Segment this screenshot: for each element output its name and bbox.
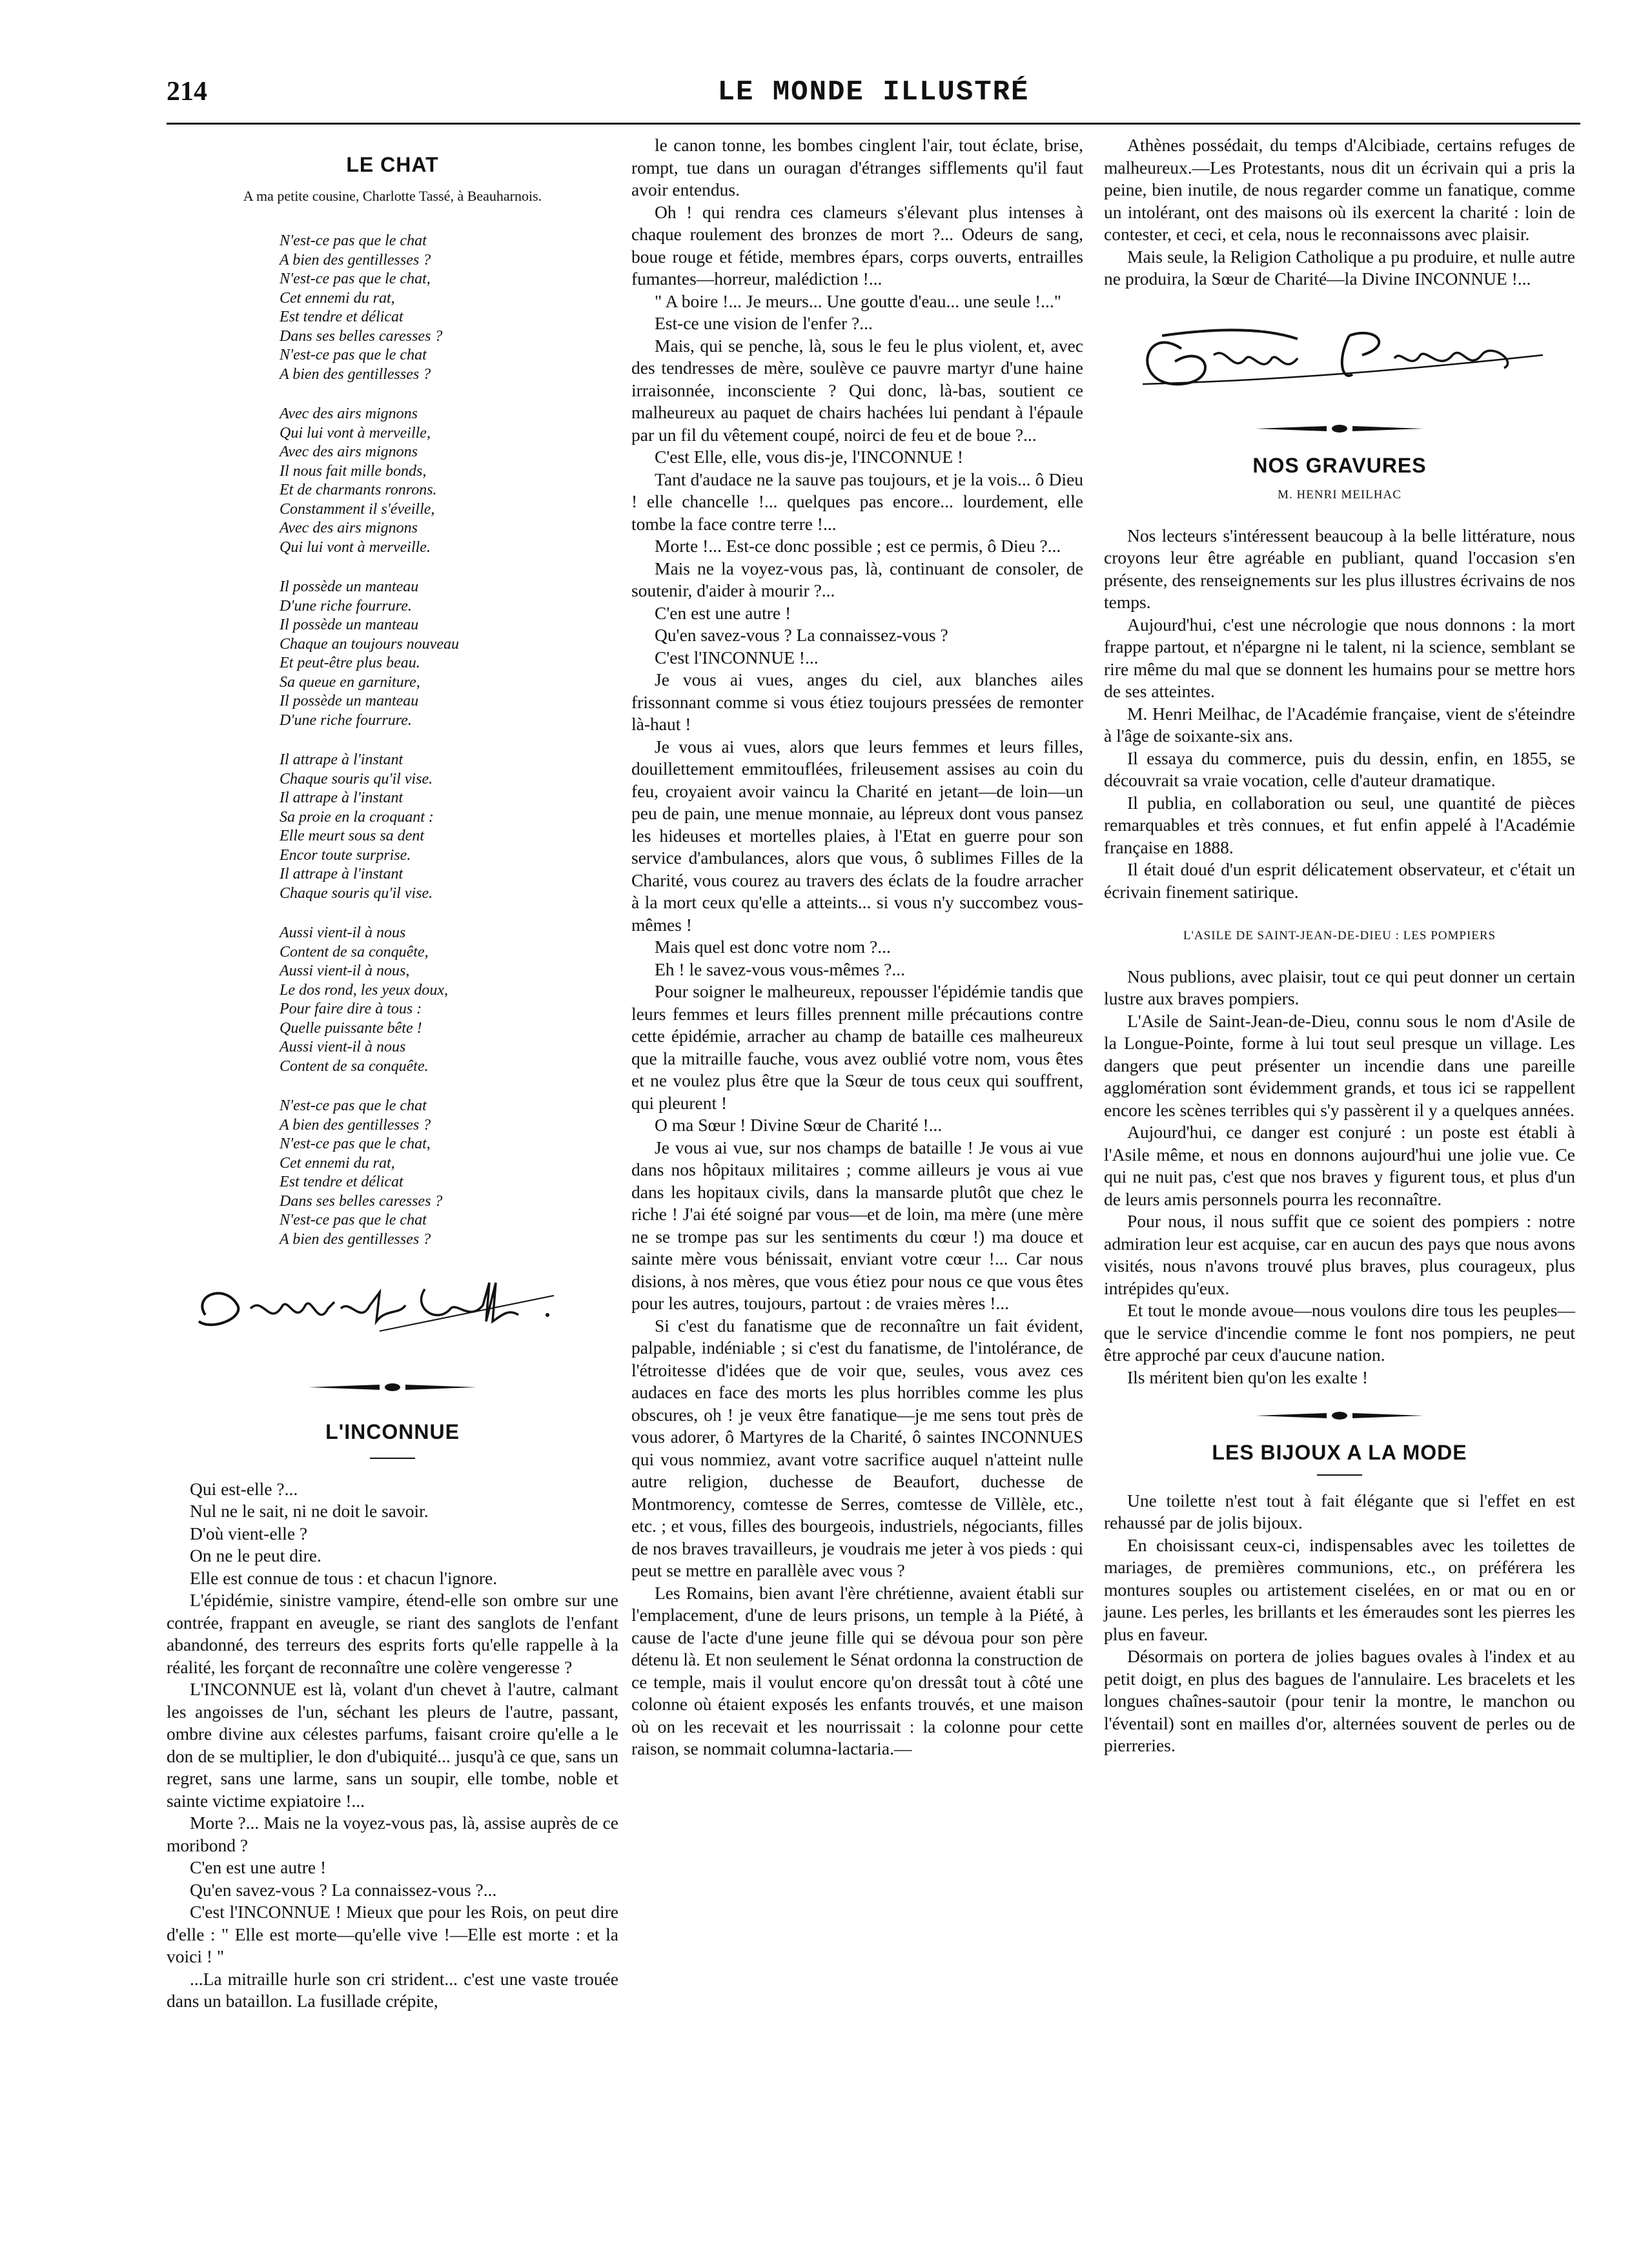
paragraph: L'INCONNUE est là, volant d'un chevet à l'autre, calmant les angoisses de l'un, séchant les pleurs de l'autre, passant, ombre divine aux célestes parfums, faisant croire qu'elle a le don de se multiplier, le don d'ubiquité... jusqu'à ce que, sans un regret, sans une larme, sans un soupir, elle tombe, noble et sainte victime expiatoire !... — [167, 1679, 618, 1811]
column-2 — [631, 134, 1083, 1760]
inconnue-text-part1 — [167, 1478, 618, 2013]
paragraph: Mais ne la voyez-vous pas, là, continuant de consoler, de soutenir, d'aider à mourir ?... — [631, 558, 1083, 600]
paragraph: C'est l'INCONNUE !... — [655, 647, 819, 667]
poem-line: A bien des gentillesses ? — [280, 1116, 431, 1134]
poem-line: Il possède un manteau — [280, 616, 419, 633]
gravures-meilhac-text — [1104, 525, 1575, 904]
poem-stanza — [280, 1097, 618, 1249]
poem-line: A bien des gentillesses ? — [280, 1230, 431, 1248]
paragraph: Je vous ai vues, anges du ciel, aux blanches ailes frissonnant comme si vous étiez toujours pressées de remonter là-haut ! — [631, 669, 1083, 734]
poem-line: Il possède un manteau — [280, 578, 419, 595]
paragraph: Oh ! qui rendra ces clameurs s'élevant plus intenses à chaque roulement des bronzes de mort ?... Odeurs de sang, boue rouge et fétide, membres épars, corps ouverts, entrailles fumantes—horreur, malédiction !... — [631, 201, 1083, 289]
column-3 — [1104, 134, 1575, 1757]
poem-line: N'est-ce pas que le chat — [280, 232, 427, 249]
poem-line: Encor toute surprise. — [280, 846, 411, 864]
paragraph: L'épidémie, sinistre vampire, étend-elle son ombre sur une contrée, frappant en aveugle, se riant des sanglots de l'enfant abandonné, des terreurs des esprits forts qu'elle rappelle à la réalité, les forçant de reconnaître une colère vengeresse ? — [167, 1590, 618, 1677]
poem-line: Est tendre et délicat — [280, 1174, 403, 1190]
paragraph: D'où vient-elle ? — [190, 1523, 308, 1543]
poem-line: Chaque souris qu'il vise. — [280, 884, 433, 902]
title-rule — [370, 1458, 415, 1459]
paragraph: Mais quel est donc votre nom ?... — [655, 937, 891, 957]
poem-line: Et de charmants ronrons. — [280, 482, 437, 498]
poem-line: Il attrape à l'instant — [280, 751, 403, 768]
paragraph: Nos lecteurs s'intéressent beaucoup à la belle littérature, nous croyons leur être agréable en publiant, quand l'occasion s'en présente, des renseignements sur les plus illustres écrivains de nos temps. — [1104, 525, 1575, 612]
paragraph: Mais seule, la Religion Catholique a pu produire, et nulle autre ne produira, la Sœur de Charité—la Divine INCONNUE !... — [1104, 246, 1575, 289]
gravures-asile-text — [1104, 966, 1575, 1389]
chat-dedication: A ma petite cousine, Charlotte Tassé, à Beauharnois. — [243, 187, 542, 204]
paragraph: Je vous ai vue, sur nos champs de bataille ! Je vous ai vue dans nos hôpitaux militaires ; comme ailleurs je vous ai vue dans les hopitaux civils, dans la mansarde plutôt que chez le riche ! J'ai été soigné par vous—et de loin, ma mère (une mère ne se trompe pas sur les sentiments du cœur !) ma douce et sainte mère vous bénissait, enviant votre cœur !... Car nous disions, à nos mères, que vous étiez pour nous ce que vous êtes pour les autres, toujours, partout : de vraies mères !... — [631, 1137, 1083, 1313]
paragraph: Je vous ai vues, alors que leurs femmes et leurs filles, douillettement emmitouflées, frileusement assises au coin du feu, croyaient avoir vaincu la Charité en jetant—de loin—un peu de pain, une menue monnaie, au lépreux dont vous pansez les hideuses et mortelles plaies, à l'Etat en guerre pour son service d'ambulances, alors que vous, ô sublimes Filles de la Charité, vous courez au travers des éclats de la foudre arracher à la mort ceux qu'elle a atteints... si vous n'y succombez vous-mêmes ! — [631, 736, 1083, 935]
page-number: 214 — [167, 77, 207, 107]
poem-line: Aussi vient-il à nous — [280, 924, 406, 941]
poem-line: Sa queue en garniture, — [280, 673, 420, 691]
poem-line: Chaque souris qu'il vise. — [280, 770, 433, 788]
gravures-subhead-meilhac: M. HENRI MEILHAC — [1278, 488, 1402, 502]
inconnue-text-part2 — [631, 134, 1083, 1760]
poem-line: Il attrape à l'instant — [280, 789, 403, 806]
paragraph: Tant d'audace ne la sauve pas toujours, et je la vois... ô Dieu ! elle chancelle !... quelques pas encore... lourdement, elle tombe la face contre terre !... — [631, 469, 1083, 534]
section-separator — [1243, 421, 1436, 436]
poem-line: Avec des airs mignons — [280, 520, 418, 536]
paragraph: Il était doué d'un esprit délicatement observateur, et c'était un écrivain finement satirique. — [1104, 859, 1575, 902]
poem-line: Cet ennemi du rat, — [280, 1154, 395, 1172]
poem-line: Pour faire dire à tous : — [280, 1001, 422, 1017]
poem-line: Et peut-être plus beau. — [280, 655, 420, 671]
poem-stanza — [280, 924, 618, 1076]
paragraph: Les Romains, bien avant l'ère chrétienne, avaient établi sur l'emplacement, d'une de leurs prisons, un temple à la Piété, à cause de l'acte d'une jeune fille qui se dévoua pour son père détenu là. Et non seulement le Sénat ordonna la construction de ce temple, mais il voulut encore qu'on dressât tout à côté une colonne où étaient exposés les enfants trouvés, et une maison où on les recevait et les nourrissait : la colonne pour cette raison, se nommait columna-lactaria.— — [631, 1582, 1083, 1758]
page-header — [167, 76, 1580, 115]
paragraph: le canon tonne, les bombes cinglent l'air, tout éclate, brise, rompt, tue dans un ouragan d'étranges sifflements qu'il faut avoir entendus. — [631, 135, 1083, 199]
poem-line: Avec des airs mignons — [280, 443, 418, 460]
poem-line: N'est-ce pas que le chat, — [280, 1135, 431, 1152]
poem-line: Qui lui vont à merveille. — [280, 538, 431, 556]
poem-line: Dans ses belles caresses ? — [280, 1192, 443, 1210]
paragraph: Eh ! le savez-vous vous-mêmes ?... — [655, 959, 905, 979]
poem-stanza — [280, 751, 618, 903]
poem-line: Il possède un manteau — [280, 693, 419, 709]
paragraph: Nul ne le sait, ni ne doit le savoir. — [190, 1501, 429, 1521]
poem-line: A bien des gentillesses ? — [280, 251, 431, 269]
chat-title: LE CHAT — [346, 153, 439, 176]
paragraph: C'est Elle, elle, vous dis-je, l'INCONNUE ! — [655, 447, 964, 467]
paragraph: Qu'en savez-vous ? La connaissez-vous ? — [655, 625, 948, 645]
paragraph: Qui est-elle ?... — [190, 1478, 298, 1499]
bijoux-text — [1104, 1490, 1575, 1757]
inconnue-text-part3 — [1104, 134, 1575, 290]
paragraph: Morte ?... Mais ne la voyez-vous pas, là, assise auprès de ce moribond ? — [167, 1813, 618, 1855]
paragraph: C'est l'INCONNUE ! Mieux que pour les Rois, on peut dire d'elle : " Elle est morte—qu'elle vive !—Elle est morte : et la voici ! " — [167, 1902, 618, 1966]
paragraph: Qu'en savez-vous ? La connaissez-vous ?... — [190, 1879, 497, 1900]
poem-line: Aussi vient-il à nous — [280, 1039, 406, 1055]
paragraph: Ils méritent bien qu'on les exalte ! — [1127, 1367, 1369, 1387]
paragraph: Pour nous, il nous suffit que ce soient des pompiers : notre admiration leur est acquise, car en aucun des pays que nous avons visités, nous n'avons trouvé plus braves, plus courageux, plus intrépides qu'eux. — [1104, 1211, 1575, 1298]
poem-line: Elle meurt sous sa dent — [280, 828, 424, 844]
poem-line: D'une riche fourrure. — [280, 597, 412, 615]
paragraph: On ne le peut dire. — [190, 1545, 321, 1565]
paragraph: " A boire !... Je meurs... Une goutte d'eau... une seule !..." — [655, 290, 1061, 311]
poem-line: Il nous fait mille bonds, — [280, 462, 427, 480]
paragraph: L'Asile de Saint-Jean-de-Dieu, connu sous le nom d'Asile de la Longue-Pointe, forme à lui tout seul presque un village. Les dangers que peut présenter un incendie dans une pareille agglomération sont évidemment grands, et tous ici se rappellent encore les scènes terribles qui s'y passèrent il y a quelques années. — [1104, 1010, 1575, 1120]
poem-line: Aussi vient-il à nous, — [280, 962, 410, 979]
journal-title: LE MONDE ILLUSTRÉ — [717, 76, 1030, 108]
poem-line: Chaque an toujours nouveau — [280, 635, 459, 653]
poem-line: Dans ses belles caresses ? — [280, 327, 443, 345]
paragraph: C'en est une autre ! — [655, 602, 791, 623]
poem-line: N'est-ce pas que le chat — [280, 1212, 427, 1228]
paragraph: Il publia, en collaboration ou seul, une quantité de pièces remarquables et très connues, et fut enfin appelé à l'Académie française en 1888. — [1104, 792, 1575, 857]
poem-line: Constamment il s'éveille, — [280, 500, 435, 518]
signature-picard — [1104, 310, 1575, 407]
paragraph: Morte !... Est-ce donc possible ; est ce permis, ô Dieu ?... — [655, 536, 1061, 556]
paragraph: C'en est une autre ! — [190, 1857, 327, 1877]
poem-line: A bien des gentillesses ? — [280, 365, 431, 383]
poem-stanza — [280, 232, 618, 384]
paragraph: Désormais on portera de jolies bagues ovales à l'index et au petit doigt, en plus des bagues de l'annulaire. Les bracelets et les longues chaînes-sautoir (pour tenir la montre, le manchon ou l'éventail) sont en mailles d'or, alternées souvent de perles ou de pierreries. — [1104, 1646, 1575, 1755]
paragraph: Athènes possédait, du temps d'Alcibiade, certains refuges de malheureux.—Les Protestants, nous dit un écrivain qui a pris la peine, bien inutile, de nous regarder comme un fanatique, comme un intolérant, ont des maisons où ils exercent la charité : loin de contester, et ceci, et cela, nous le reconnaissons avec plaisir. — [1104, 135, 1575, 244]
poem-line: Sa proie en la croquant : — [280, 808, 434, 826]
paragraph: O ma Sœur ! Divine Sœur de Charité !... — [655, 1115, 943, 1135]
poem-line: N'est-ce pas que le chat — [280, 347, 427, 363]
paragraph: Aujourd'hui, c'est une nécrologie que nous donnons : la mort frappe partout, et n'épargne ni le talent, ni la science, semblant se rire même du mal que se donnent les humains pour se mettre hors de ses atteintes. — [1104, 614, 1575, 701]
poem-line: Il attrape à l'instant — [280, 866, 403, 882]
paragraph: Nous publions, avec plaisir, tout ce qui peut donner un certain lustre aux braves pompiers. — [1104, 966, 1575, 1008]
poem-stanza — [280, 405, 618, 557]
paragraph: ...La mitraille hurle son cri strident... c'est une vaste trouée dans un bataillon. La fusillade crépite, — [167, 1968, 618, 2011]
poem-line: N'est-ce pas que le chat, — [280, 270, 431, 287]
paragraph: Pour soigner le malheureux, repousser l'épidémie tandis que leurs femmes et leurs filles prennent mille précautions contre cette épidémie, arracher au champ de bataille ces malheureux que la mitraille fauche, vous avez oublié votre nom, vous êtes et ne voulez plus être que la Sœur de tous ceux qui souffrent, qui pleurent ! — [631, 981, 1083, 1113]
paragraph: Une toilette n'est tout à fait élégante que si l'effet en est rehaussé par de jolis bijoux. — [1104, 1490, 1575, 1532]
poem-line: Content de sa conquête, — [280, 943, 429, 961]
gravures-subhead-asile: L'ASILE DE SAINT-JEAN-DE-DIEU : LES POMPIERS — [1183, 929, 1496, 942]
poem-line: N'est-ce pas que le chat — [280, 1097, 427, 1114]
poem-line: Quelle puissante bête ! — [280, 1019, 422, 1037]
poem-line: Le dos rond, les yeux doux, — [280, 981, 449, 999]
poem-line: D'une riche fourrure. — [280, 711, 412, 729]
bijoux-title: LES BIJOUX A LA MODE — [1212, 1441, 1467, 1464]
paragraph: Si c'est du fanatisme que de reconnaître un fait évident, palpable, indéniable ; si c'est du fanatisme, de l'intolérance, de l'étroitesse d'idées que de voir que, seules, vous avez ces audaces en face des morts les plus horribles comme les plus obscures, oh ! je veux être fanatique—je me sens tout près de vous adorer, ô Martyres de la Charité, ô saintes INCONNUES qui vous nommiez, avant votre sacrifice auquel n'atteint nulle autre religion, duchesse de Beaufort, duchesse de Montmorency, comtesse de Serres, comtesse de Villèle, etc., etc. ; et vous, filles des bourgeois, industriels, négociants, filles de nos braves travailleurs, je voudrais me jeter à vos pieds : qui peut se mettre en parallèle avec vous ? — [631, 1315, 1083, 1580]
paragraph: M. Henri Meilhac, de l'Académie française, vient de s'éteindre à l'âge de soixante-six ans. — [1104, 703, 1575, 746]
chat-poem — [280, 232, 618, 1249]
paragraph: Aujourd'hui, ce danger est conjuré : un poste est établi à l'Asile même, et nous en donnons aujourd'hui une jolie vue. Ce qui ne nuit pas, c'est que nos braves y figurent tous, et plus d'un de leurs amis personnels pourra les reconnaître. — [1104, 1122, 1575, 1209]
poem-line: Qui lui vont à merveille, — [280, 424, 431, 442]
poem-line: Cet ennemi du rat, — [280, 289, 395, 307]
header-rule — [167, 123, 1580, 125]
poem-stanza — [280, 578, 618, 730]
paragraph: Et tout le monde avoue—nous voulons dire tous les peuples—que le service d'incendie comme le font nos pompiers, ne peut être approché par ceux d'aucune nation. — [1104, 1300, 1575, 1365]
paragraph: Elle est connue de tous : et chacun l'ignore. — [190, 1567, 498, 1588]
poem-line: Avec des airs mignons — [280, 405, 418, 422]
paragraph: Est-ce une vision de l'enfer ?... — [655, 313, 873, 333]
paragraph: Mais, qui se penche, là, sous le feu le plus violent, et, avec des tendresses de mère, soulève ce pauvre martyr d'une haine irraisonnée, inconsciente ? Qui donc, là-bas, soutient ce malheureux au paquet de chairs hachées lui pendant à l'épaule par un fil du vêtement coupé, noirci de feu et de boue ?... — [631, 335, 1083, 445]
poem-line: Content de sa conquête. — [280, 1057, 429, 1075]
paragraph: Il essaya du commerce, puis du dessin, enfin, en 1855, se découvrait sa vraie vocation, celle d'auteur dramatique. — [1104, 748, 1575, 790]
signature-lellis — [167, 1270, 618, 1347]
column-1 — [167, 134, 618, 2013]
section-separator — [1243, 1408, 1436, 1423]
inconnue-title: L'INCONNUE — [325, 1420, 460, 1443]
poem-line: Est tendre et délicat — [280, 309, 403, 325]
paragraph: En choisissant ceux-ci, indispensables avec les toilettes de mariages, de premières communions, etc., on préférera les montures souples ou artistement ciselées, en or mat ou en or jaune. Les perles, les brillants et les émeraudes sont les pierres les plus en faveur. — [1104, 1534, 1575, 1644]
title-rule — [1317, 1474, 1362, 1476]
gravures-title: NOS GRAVURES — [1252, 453, 1427, 477]
section-separator — [296, 1379, 489, 1395]
